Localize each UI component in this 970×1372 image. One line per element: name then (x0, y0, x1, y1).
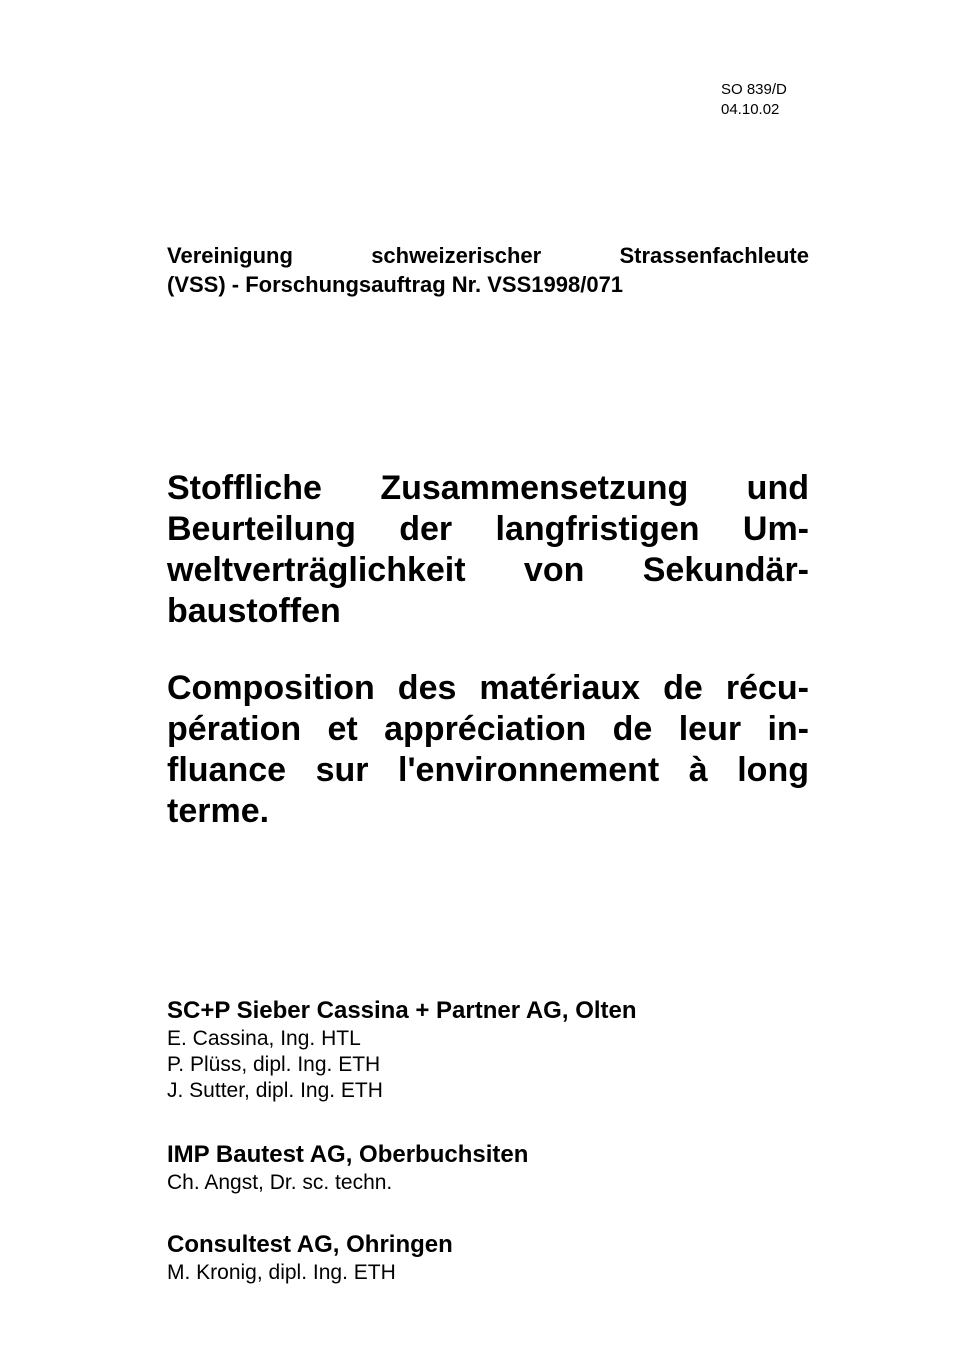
organization-line-1: Vereinigung schweizerischer Strassenfachleute (167, 243, 809, 268)
firm-person: E. Cassina, Ing. HTL (167, 1027, 361, 1050)
firm-block-imp-bautest (167, 1140, 867, 1196)
firm-person: P. Plüss, dipl. Ing. ETH (167, 1053, 381, 1076)
firm-name: Consultest AG, Ohringen (167, 1231, 453, 1258)
firm-person: Ch. Angst, Dr. sc. techn. (167, 1171, 393, 1194)
organization-heading (167, 241, 809, 299)
title-german-line: Stoffliche Zusammensetzung und (167, 469, 809, 507)
organization-line-2: (VSS) - Forschungsauftrag Nr. VSS1998/071 (167, 272, 624, 297)
title-german (167, 468, 809, 632)
firm-name: SC+P Sieber Cassina + Partner AG, Olten (167, 997, 637, 1024)
firm-name: IMP Bautest AG, Oberbuchsiten (167, 1141, 529, 1168)
title-german-line: weltverträglichkeit von Sekundär- (167, 551, 809, 589)
title-french-line: fluance sur l'environnement à long (167, 751, 809, 789)
firm-block-consultest (167, 1230, 867, 1286)
title-german-line: baustoffen (167, 592, 341, 630)
title-french-line: pération et appréciation de leur in- (167, 710, 809, 748)
firm-person: M. Kronig, dipl. Ing. ETH (167, 1261, 396, 1284)
title-french (167, 668, 809, 832)
document-date: 04.10.02 (721, 101, 780, 118)
title-french-line: terme. (167, 792, 270, 830)
title-french-line: Composition des matériaux de récu- (167, 669, 809, 707)
firm-person: J. Sutter, dipl. Ing. ETH (167, 1079, 383, 1102)
firm-block-sieber-cassina (167, 996, 867, 1104)
title-german-line: Beurteilung der langfristigen Um- (167, 510, 809, 548)
document-code: SO 839/D (721, 81, 787, 98)
document-reference (721, 80, 787, 120)
